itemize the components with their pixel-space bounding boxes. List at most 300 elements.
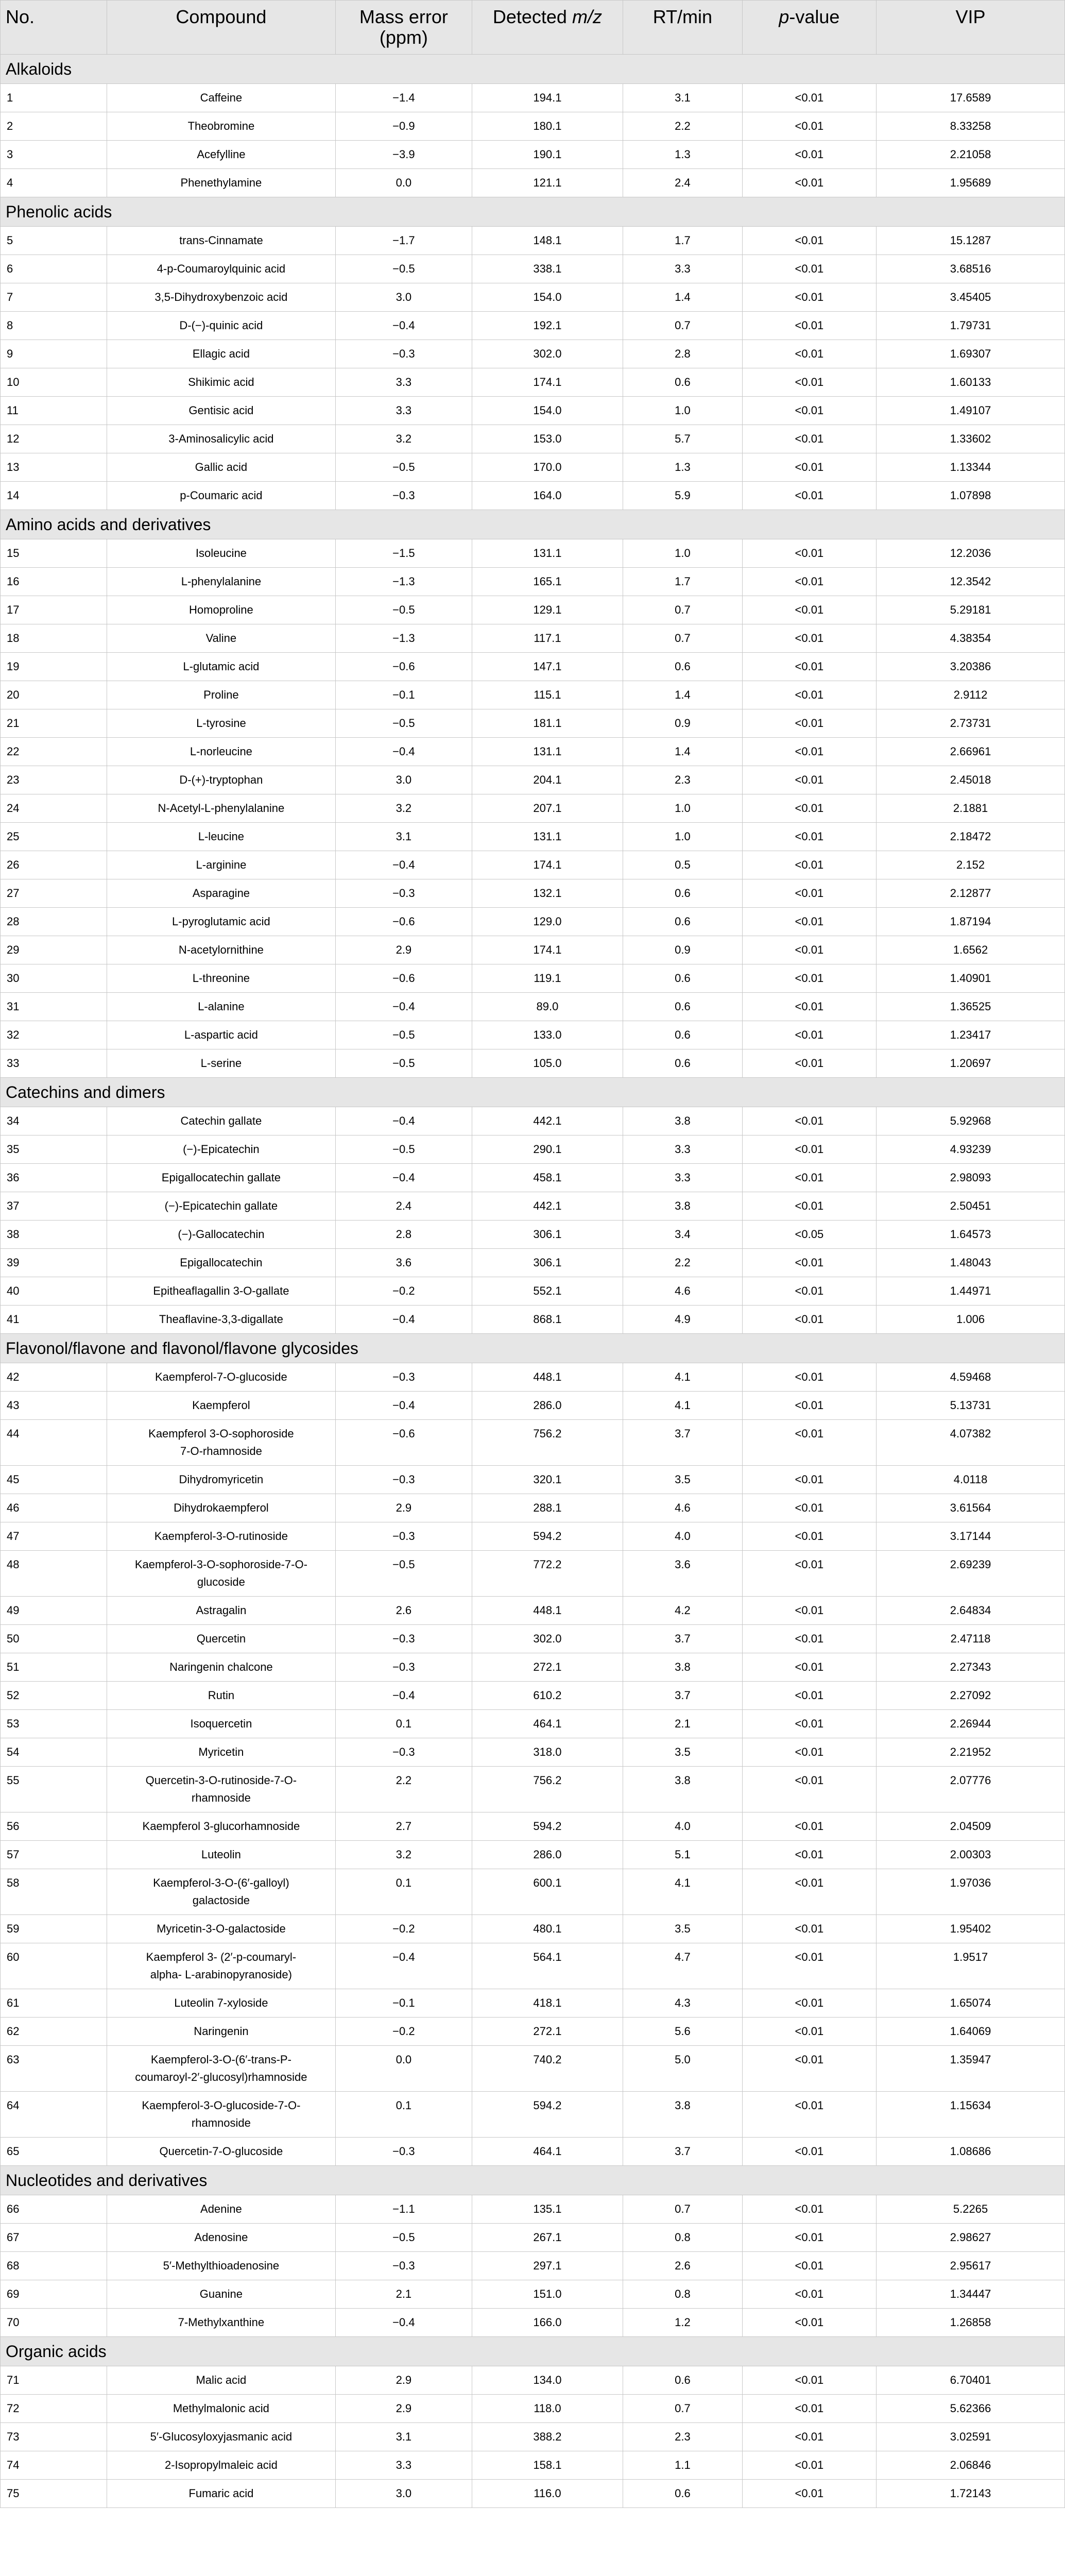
cell-compound: Kaempferol 3-O-sophoroside 7-O-rhamnoside (107, 1420, 335, 1466)
table-row (1, 1249, 1065, 1277)
cell-mass-error: −0.6 (336, 1420, 472, 1466)
cell-no: 17 (1, 596, 107, 624)
cell-rt: 0.6 (623, 964, 743, 993)
cell-no: 52 (1, 1682, 107, 1710)
cell-rt: 3.3 (623, 255, 743, 283)
table-row (1, 681, 1065, 709)
cell-compound: (−)-Gallocatechin (107, 1221, 335, 1249)
cell-detected-mz: 204.1 (472, 766, 623, 794)
cell-p-value: <0.01 (742, 1551, 876, 1597)
cell-p-value: <0.01 (742, 1164, 876, 1192)
cell-vip: 3.61564 (877, 1494, 1065, 1522)
cell-rt: 0.6 (623, 368, 743, 397)
cell-compound: L-threonine (107, 964, 335, 993)
cell-compound: Luteolin (107, 1841, 335, 1869)
cell-compound: Kaempferol 3- (2′-p-coumaryl- alpha- L-arabinopyranoside) (107, 1943, 335, 1989)
cell-p-value: <0.01 (742, 1522, 876, 1551)
cell-no: 69 (1, 2280, 107, 2309)
cell-p-value: <0.01 (742, 1915, 876, 1943)
table-row (1, 1522, 1065, 1551)
cell-rt: 4.9 (623, 1306, 743, 1334)
cell-p-value: <0.01 (742, 709, 876, 738)
cell-vip: 1.34447 (877, 2280, 1065, 2309)
cell-detected-mz: 131.1 (472, 539, 623, 568)
cell-p-value: <0.01 (742, 227, 876, 255)
cell-no: 25 (1, 823, 107, 851)
table-row (1, 709, 1065, 738)
cell-compound: Asparagine (107, 879, 335, 908)
cell-p-value: <0.01 (742, 2366, 876, 2395)
cell-compound: Naringenin chalcone (107, 1653, 335, 1682)
cell-vip: 6.70401 (877, 2366, 1065, 2395)
table-row (1, 823, 1065, 851)
cell-rt: 3.5 (623, 1466, 743, 1494)
cell-no: 55 (1, 1767, 107, 1812)
cell-compound: Theobromine (107, 112, 335, 141)
table-row (1, 1392, 1065, 1420)
cell-no: 70 (1, 2309, 107, 2337)
cell-rt: 1.0 (623, 794, 743, 823)
cell-vip: 2.69239 (877, 1551, 1065, 1597)
cell-mass-error: 3.1 (336, 2423, 472, 2451)
cell-rt: 2.1 (623, 1710, 743, 1738)
cell-mass-error: 3.6 (336, 1249, 472, 1277)
cell-p-value: <0.01 (742, 255, 876, 283)
cell-no: 3 (1, 141, 107, 169)
cell-detected-mz: 756.2 (472, 1767, 623, 1812)
cell-mass-error: −0.4 (336, 1164, 472, 1192)
cell-no: 75 (1, 2480, 107, 2508)
cell-mass-error: −0.4 (336, 2309, 472, 2337)
cell-vip: 1.6562 (877, 936, 1065, 964)
table-row (1, 2423, 1065, 2451)
table-header (1, 1, 1065, 55)
cell-compound: Malic acid (107, 2366, 335, 2395)
cell-mass-error: 2.9 (336, 936, 472, 964)
cell-p-value: <0.01 (742, 1392, 876, 1420)
cell-detected-mz: 564.1 (472, 1943, 623, 1989)
cell-rt: 0.6 (623, 879, 743, 908)
cell-compound: Dihydromyricetin (107, 1466, 335, 1494)
cell-mass-error: −0.5 (336, 1551, 472, 1597)
cell-p-value: <0.01 (742, 1597, 876, 1625)
header-compound: Compound (107, 1, 335, 55)
cell-vip: 1.07898 (877, 482, 1065, 510)
cell-p-value: <0.01 (742, 2480, 876, 2508)
cell-detected-mz: 600.1 (472, 1869, 623, 1915)
cell-compound: N-acetylornithine (107, 936, 335, 964)
cell-mass-error: −0.5 (336, 709, 472, 738)
cell-detected-mz: 170.0 (472, 453, 623, 482)
cell-vip: 1.20697 (877, 1049, 1065, 1078)
cell-vip: 2.27343 (877, 1653, 1065, 1682)
cell-vip: 1.64573 (877, 1221, 1065, 1249)
cell-no: 32 (1, 1021, 107, 1049)
table-row (1, 1021, 1065, 1049)
cell-no: 40 (1, 1277, 107, 1306)
group-title: Alkaloids (1, 55, 1065, 84)
cell-mass-error: 3.2 (336, 794, 472, 823)
cell-no: 65 (1, 2138, 107, 2166)
cell-mass-error: 3.0 (336, 766, 472, 794)
cell-mass-error: −0.3 (336, 1625, 472, 1653)
cell-mass-error: 3.3 (336, 397, 472, 425)
cell-vip: 2.27092 (877, 1682, 1065, 1710)
group-header-row (1, 2337, 1065, 2366)
cell-p-value: <0.01 (742, 851, 876, 879)
cell-mass-error: 3.2 (336, 425, 472, 453)
table-row (1, 453, 1065, 482)
cell-no: 10 (1, 368, 107, 397)
cell-p-value: <0.01 (742, 794, 876, 823)
cell-vip: 1.36525 (877, 993, 1065, 1021)
cell-mass-error: 0.0 (336, 169, 472, 197)
cell-mass-error: 2.7 (336, 1812, 472, 1841)
cell-p-value: <0.01 (742, 1466, 876, 1494)
cell-no: 48 (1, 1551, 107, 1597)
cell-rt: 0.7 (623, 2395, 743, 2423)
cell-mass-error: −0.4 (336, 738, 472, 766)
cell-p-value: <0.01 (742, 2195, 876, 2224)
cell-rt: 0.9 (623, 936, 743, 964)
cell-vip: 2.95617 (877, 2252, 1065, 2280)
cell-vip: 4.59468 (877, 1363, 1065, 1392)
cell-rt: 0.6 (623, 1049, 743, 1078)
cell-mass-error: −0.4 (336, 1943, 472, 1989)
cell-rt: 0.8 (623, 2224, 743, 2252)
cell-p-value: <0.01 (742, 141, 876, 169)
cell-vip: 5.92968 (877, 1107, 1065, 1136)
cell-no: 43 (1, 1392, 107, 1420)
group-header-row (1, 2166, 1065, 2195)
cell-no: 54 (1, 1738, 107, 1767)
cell-p-value: <0.01 (742, 766, 876, 794)
cell-mass-error: −0.4 (336, 1392, 472, 1420)
cell-mass-error: −0.4 (336, 851, 472, 879)
cell-compound: Epigallocatechin (107, 1249, 335, 1277)
cell-no: 26 (1, 851, 107, 879)
cell-p-value: <0.01 (742, 1653, 876, 1682)
cell-vip: 1.95689 (877, 169, 1065, 197)
cell-no: 29 (1, 936, 107, 964)
cell-p-value: <0.01 (742, 1107, 876, 1136)
table-row (1, 1738, 1065, 1767)
cell-vip: 4.0118 (877, 1466, 1065, 1494)
cell-rt: 4.1 (623, 1392, 743, 1420)
cell-no: 34 (1, 1107, 107, 1136)
cell-mass-error: −0.3 (336, 1653, 472, 1682)
table-row (1, 1420, 1065, 1466)
cell-p-value: <0.01 (742, 1812, 876, 1841)
cell-vip: 1.49107 (877, 397, 1065, 425)
cell-compound: Myricetin-3-O-galactoside (107, 1915, 335, 1943)
cell-detected-mz: 154.0 (472, 283, 623, 312)
cell-mass-error: 2.1 (336, 2280, 472, 2309)
header-p-value (742, 1, 876, 55)
cell-no: 4 (1, 169, 107, 197)
cell-detected-mz: 174.1 (472, 936, 623, 964)
cell-mass-error: 2.9 (336, 2366, 472, 2395)
cell-detected-mz: 164.0 (472, 482, 623, 510)
cell-compound: Epitheaflagallin 3-O-gallate (107, 1277, 335, 1306)
cell-detected-mz: 338.1 (472, 255, 623, 283)
cell-detected-mz: 594.2 (472, 1812, 623, 1841)
table-row (1, 936, 1065, 964)
cell-detected-mz: 148.1 (472, 227, 623, 255)
cell-no: 12 (1, 425, 107, 453)
group-title: Phenolic acids (1, 197, 1065, 227)
cell-detected-mz: 207.1 (472, 794, 623, 823)
table-row (1, 1049, 1065, 1078)
cell-detected-mz: 89.0 (472, 993, 623, 1021)
cell-compound: (−)-Epicatechin gallate (107, 1192, 335, 1221)
cell-mass-error: −0.3 (336, 482, 472, 510)
cell-compound: Adenosine (107, 2224, 335, 2252)
cell-mass-error: 2.2 (336, 1767, 472, 1812)
cell-detected-mz: 464.1 (472, 1710, 623, 1738)
cell-detected-mz: 174.1 (472, 368, 623, 397)
cell-compound: Shikimic acid (107, 368, 335, 397)
cell-rt: 5.0 (623, 2046, 743, 2092)
cell-mass-error: −0.5 (336, 1021, 472, 1049)
cell-mass-error: 0.1 (336, 1710, 472, 1738)
cell-p-value: <0.01 (742, 568, 876, 596)
cell-vip: 1.006 (877, 1306, 1065, 1334)
cell-compound: Quercetin (107, 1625, 335, 1653)
cell-compound: Proline (107, 681, 335, 709)
table-row (1, 1915, 1065, 1943)
cell-vip: 1.35947 (877, 2046, 1065, 2092)
cell-detected-mz: 272.1 (472, 1653, 623, 1682)
cell-vip: 1.26858 (877, 2309, 1065, 2337)
cell-vip: 2.66961 (877, 738, 1065, 766)
cell-detected-mz: 147.1 (472, 653, 623, 681)
cell-vip: 2.50451 (877, 1192, 1065, 1221)
cell-p-value: <0.01 (742, 624, 876, 653)
cell-rt: 1.0 (623, 823, 743, 851)
cell-compound: Theaflavine-3,3-digallate (107, 1306, 335, 1334)
cell-detected-mz: 174.1 (472, 851, 623, 879)
cell-vip: 2.07776 (877, 1767, 1065, 1812)
cell-no: 16 (1, 568, 107, 596)
cell-p-value: <0.01 (742, 1943, 876, 1989)
cell-vip: 2.47118 (877, 1625, 1065, 1653)
table-row (1, 312, 1065, 340)
cell-vip: 2.98627 (877, 2224, 1065, 2252)
cell-detected-mz: 740.2 (472, 2046, 623, 2092)
cell-detected-mz: 290.1 (472, 1136, 623, 1164)
cell-p-value: <0.01 (742, 2018, 876, 2046)
cell-mass-error: −0.6 (336, 964, 472, 993)
cell-rt: 3.3 (623, 1164, 743, 1192)
table-row (1, 2480, 1065, 2508)
cell-detected-mz: 158.1 (472, 2451, 623, 2480)
cell-compound: L-leucine (107, 823, 335, 851)
cell-vip: 2.26944 (877, 1710, 1065, 1738)
table-row (1, 1841, 1065, 1869)
cell-compound: Epigallocatechin gallate (107, 1164, 335, 1192)
cell-compound: Phenethylamine (107, 169, 335, 197)
cell-no: 5 (1, 227, 107, 255)
cell-detected-mz: 117.1 (472, 624, 623, 653)
cell-rt: 3.8 (623, 2092, 743, 2138)
cell-p-value: <0.01 (742, 283, 876, 312)
cell-compound: L-phenylalanine (107, 568, 335, 596)
table-row (1, 539, 1065, 568)
cell-no: 62 (1, 2018, 107, 2046)
cell-compound: Isoleucine (107, 539, 335, 568)
group-title: Organic acids (1, 2337, 1065, 2366)
table-row (1, 84, 1065, 112)
cell-detected-mz: 116.0 (472, 2480, 623, 2508)
table-row (1, 964, 1065, 993)
cell-compound: D-(+)-tryptophan (107, 766, 335, 794)
cell-compound: Luteolin 7-xyloside (107, 1989, 335, 2018)
header-p-suffix: -value (789, 6, 840, 27)
cell-vip: 1.69307 (877, 340, 1065, 368)
cell-detected-mz: 306.1 (472, 1221, 623, 1249)
table-row (1, 2224, 1065, 2252)
table-row (1, 2280, 1065, 2309)
cell-mass-error: 0.1 (336, 1869, 472, 1915)
table-row (1, 766, 1065, 794)
cell-no: 15 (1, 539, 107, 568)
table-row (1, 482, 1065, 510)
cell-vip: 5.13731 (877, 1392, 1065, 1420)
cell-rt: 4.3 (623, 1989, 743, 2018)
cell-p-value: <0.01 (742, 1841, 876, 1869)
cell-rt: 3.6 (623, 1551, 743, 1597)
cell-vip: 3.02591 (877, 2423, 1065, 2451)
cell-mass-error: −0.4 (336, 993, 472, 1021)
table-row (1, 425, 1065, 453)
cell-rt: 0.8 (623, 2280, 743, 2309)
cell-p-value: <0.01 (742, 2395, 876, 2423)
cell-compound: Rutin (107, 1682, 335, 1710)
cell-mass-error: −0.4 (336, 312, 472, 340)
cell-p-value: <0.01 (742, 1767, 876, 1812)
table-row (1, 1551, 1065, 1597)
cell-compound: L-glutamic acid (107, 653, 335, 681)
cell-p-value: <0.01 (742, 340, 876, 368)
cell-p-value: <0.01 (742, 1989, 876, 2018)
table-row (1, 340, 1065, 368)
cell-rt: 1.3 (623, 141, 743, 169)
cell-p-value: <0.01 (742, 1192, 876, 1221)
cell-vip: 1.48043 (877, 1249, 1065, 1277)
cell-compound: (−)-Epicatechin (107, 1136, 335, 1164)
cell-rt: 1.0 (623, 397, 743, 425)
table-row (1, 879, 1065, 908)
table-row (1, 2309, 1065, 2337)
table-row (1, 1989, 1065, 2018)
cell-p-value: <0.01 (742, 653, 876, 681)
cell-rt: 1.4 (623, 681, 743, 709)
cell-vip: 5.2265 (877, 2195, 1065, 2224)
cell-p-value: <0.01 (742, 1306, 876, 1334)
cell-compound: Quercetin-7-O-glucoside (107, 2138, 335, 2166)
cell-mass-error: −1.3 (336, 568, 472, 596)
cell-compound: Homoproline (107, 596, 335, 624)
cell-compound: Kaempferol-7-O-glucoside (107, 1363, 335, 1392)
cell-detected-mz: 131.1 (472, 738, 623, 766)
cell-vip: 3.45405 (877, 283, 1065, 312)
cell-vip: 1.40901 (877, 964, 1065, 993)
group-title: Amino acids and derivatives (1, 510, 1065, 539)
cell-detected-mz: 594.2 (472, 1522, 623, 1551)
table-row (1, 794, 1065, 823)
cell-no: 7 (1, 283, 107, 312)
cell-rt: 2.2 (623, 112, 743, 141)
cell-no: 64 (1, 2092, 107, 2138)
cell-rt: 4.7 (623, 1943, 743, 1989)
cell-no: 59 (1, 1915, 107, 1943)
cell-no: 72 (1, 2395, 107, 2423)
cell-rt: 0.7 (623, 312, 743, 340)
cell-no: 63 (1, 2046, 107, 2092)
cell-vip: 4.38354 (877, 624, 1065, 653)
cell-no: 39 (1, 1249, 107, 1277)
cell-detected-mz: 286.0 (472, 1392, 623, 1420)
cell-p-value: <0.01 (742, 596, 876, 624)
cell-rt: 5.6 (623, 2018, 743, 2046)
cell-detected-mz: 105.0 (472, 1049, 623, 1078)
cell-compound: Astragalin (107, 1597, 335, 1625)
cell-mass-error: −0.6 (336, 653, 472, 681)
table-row (1, 993, 1065, 1021)
table-row (1, 908, 1065, 936)
cell-mass-error: −0.3 (336, 2252, 472, 2280)
cell-mass-error: 2.4 (336, 1192, 472, 1221)
cell-detected-mz: 133.0 (472, 1021, 623, 1049)
cell-compound: Kaempferol-3-O-glucoside-7-O- rhamnoside (107, 2092, 335, 2138)
cell-vip: 2.9112 (877, 681, 1065, 709)
table-row (1, 1710, 1065, 1738)
cell-vip: 2.21058 (877, 141, 1065, 169)
cell-detected-mz: 302.0 (472, 1625, 623, 1653)
cell-no: 56 (1, 1812, 107, 1841)
cell-p-value: <0.01 (742, 2423, 876, 2451)
cell-no: 46 (1, 1494, 107, 1522)
cell-mass-error: 3.2 (336, 1841, 472, 1869)
cell-rt: 0.6 (623, 1021, 743, 1049)
cell-mass-error: 2.9 (336, 1494, 472, 1522)
cell-p-value: <0.01 (742, 1494, 876, 1522)
cell-vip: 2.06846 (877, 2451, 1065, 2480)
cell-p-value: <0.01 (742, 539, 876, 568)
cell-vip: 1.87194 (877, 908, 1065, 936)
cell-vip: 5.29181 (877, 596, 1065, 624)
cell-detected-mz: 448.1 (472, 1363, 623, 1392)
group-header-row (1, 1334, 1065, 1363)
cell-vip: 1.95402 (877, 1915, 1065, 1943)
cell-p-value: <0.01 (742, 879, 876, 908)
table-row (1, 1192, 1065, 1221)
cell-detected-mz: 180.1 (472, 112, 623, 141)
table-row (1, 1625, 1065, 1653)
cell-no: 60 (1, 1943, 107, 1989)
cell-p-value: <0.01 (742, 1136, 876, 1164)
table-row (1, 1494, 1065, 1522)
cell-no: 18 (1, 624, 107, 653)
cell-no: 49 (1, 1597, 107, 1625)
cell-mass-error: 3.3 (336, 2451, 472, 2480)
cell-no: 42 (1, 1363, 107, 1392)
cell-mass-error: −0.3 (336, 1363, 472, 1392)
cell-p-value: <0.01 (742, 936, 876, 964)
cell-no: 31 (1, 993, 107, 1021)
table-row (1, 851, 1065, 879)
